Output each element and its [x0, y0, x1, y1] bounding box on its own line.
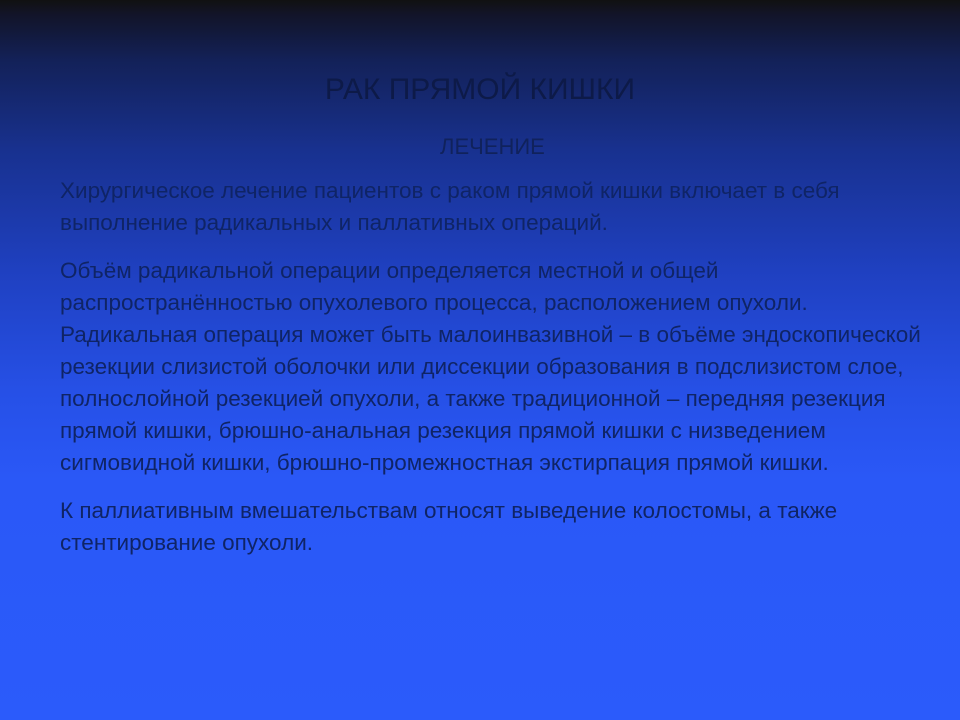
paragraph-palliative-interventions: К паллиативным вмешательствам относят выведение колостомы, а также стентирование опухоли. [60, 498, 838, 555]
slide-subtitle: ЛЕЧЕНИЕ [440, 134, 545, 159]
slide-body [60, 175, 932, 575]
paragraph-surgical-treatment: Хирургическое лечение пациентов с раком прямой кишки включает в себя выполнение радикальных и паллативных операций. [60, 178, 840, 235]
paragraph-radical-operation: Объём радикальной операции определяется местной и общей распространённостью опухолевого процесса, расположением опухоли. Радикальная операция может быть малоинвазивной – в объёме эндоскопической резекции слизистой оболочки или диссекции образования в подслизистом слое, полнослойной резекцией опухоли, а также традиционной – передняя резекция прямой кишки, брюшно-анальная резекция прямой кишки с низведением сигмовидной кишки, брюшно-промежностная экстирпация прямой кишки. [60, 258, 921, 475]
slide-title: РАК ПРЯМОЙ КИШКИ [324, 73, 636, 106]
